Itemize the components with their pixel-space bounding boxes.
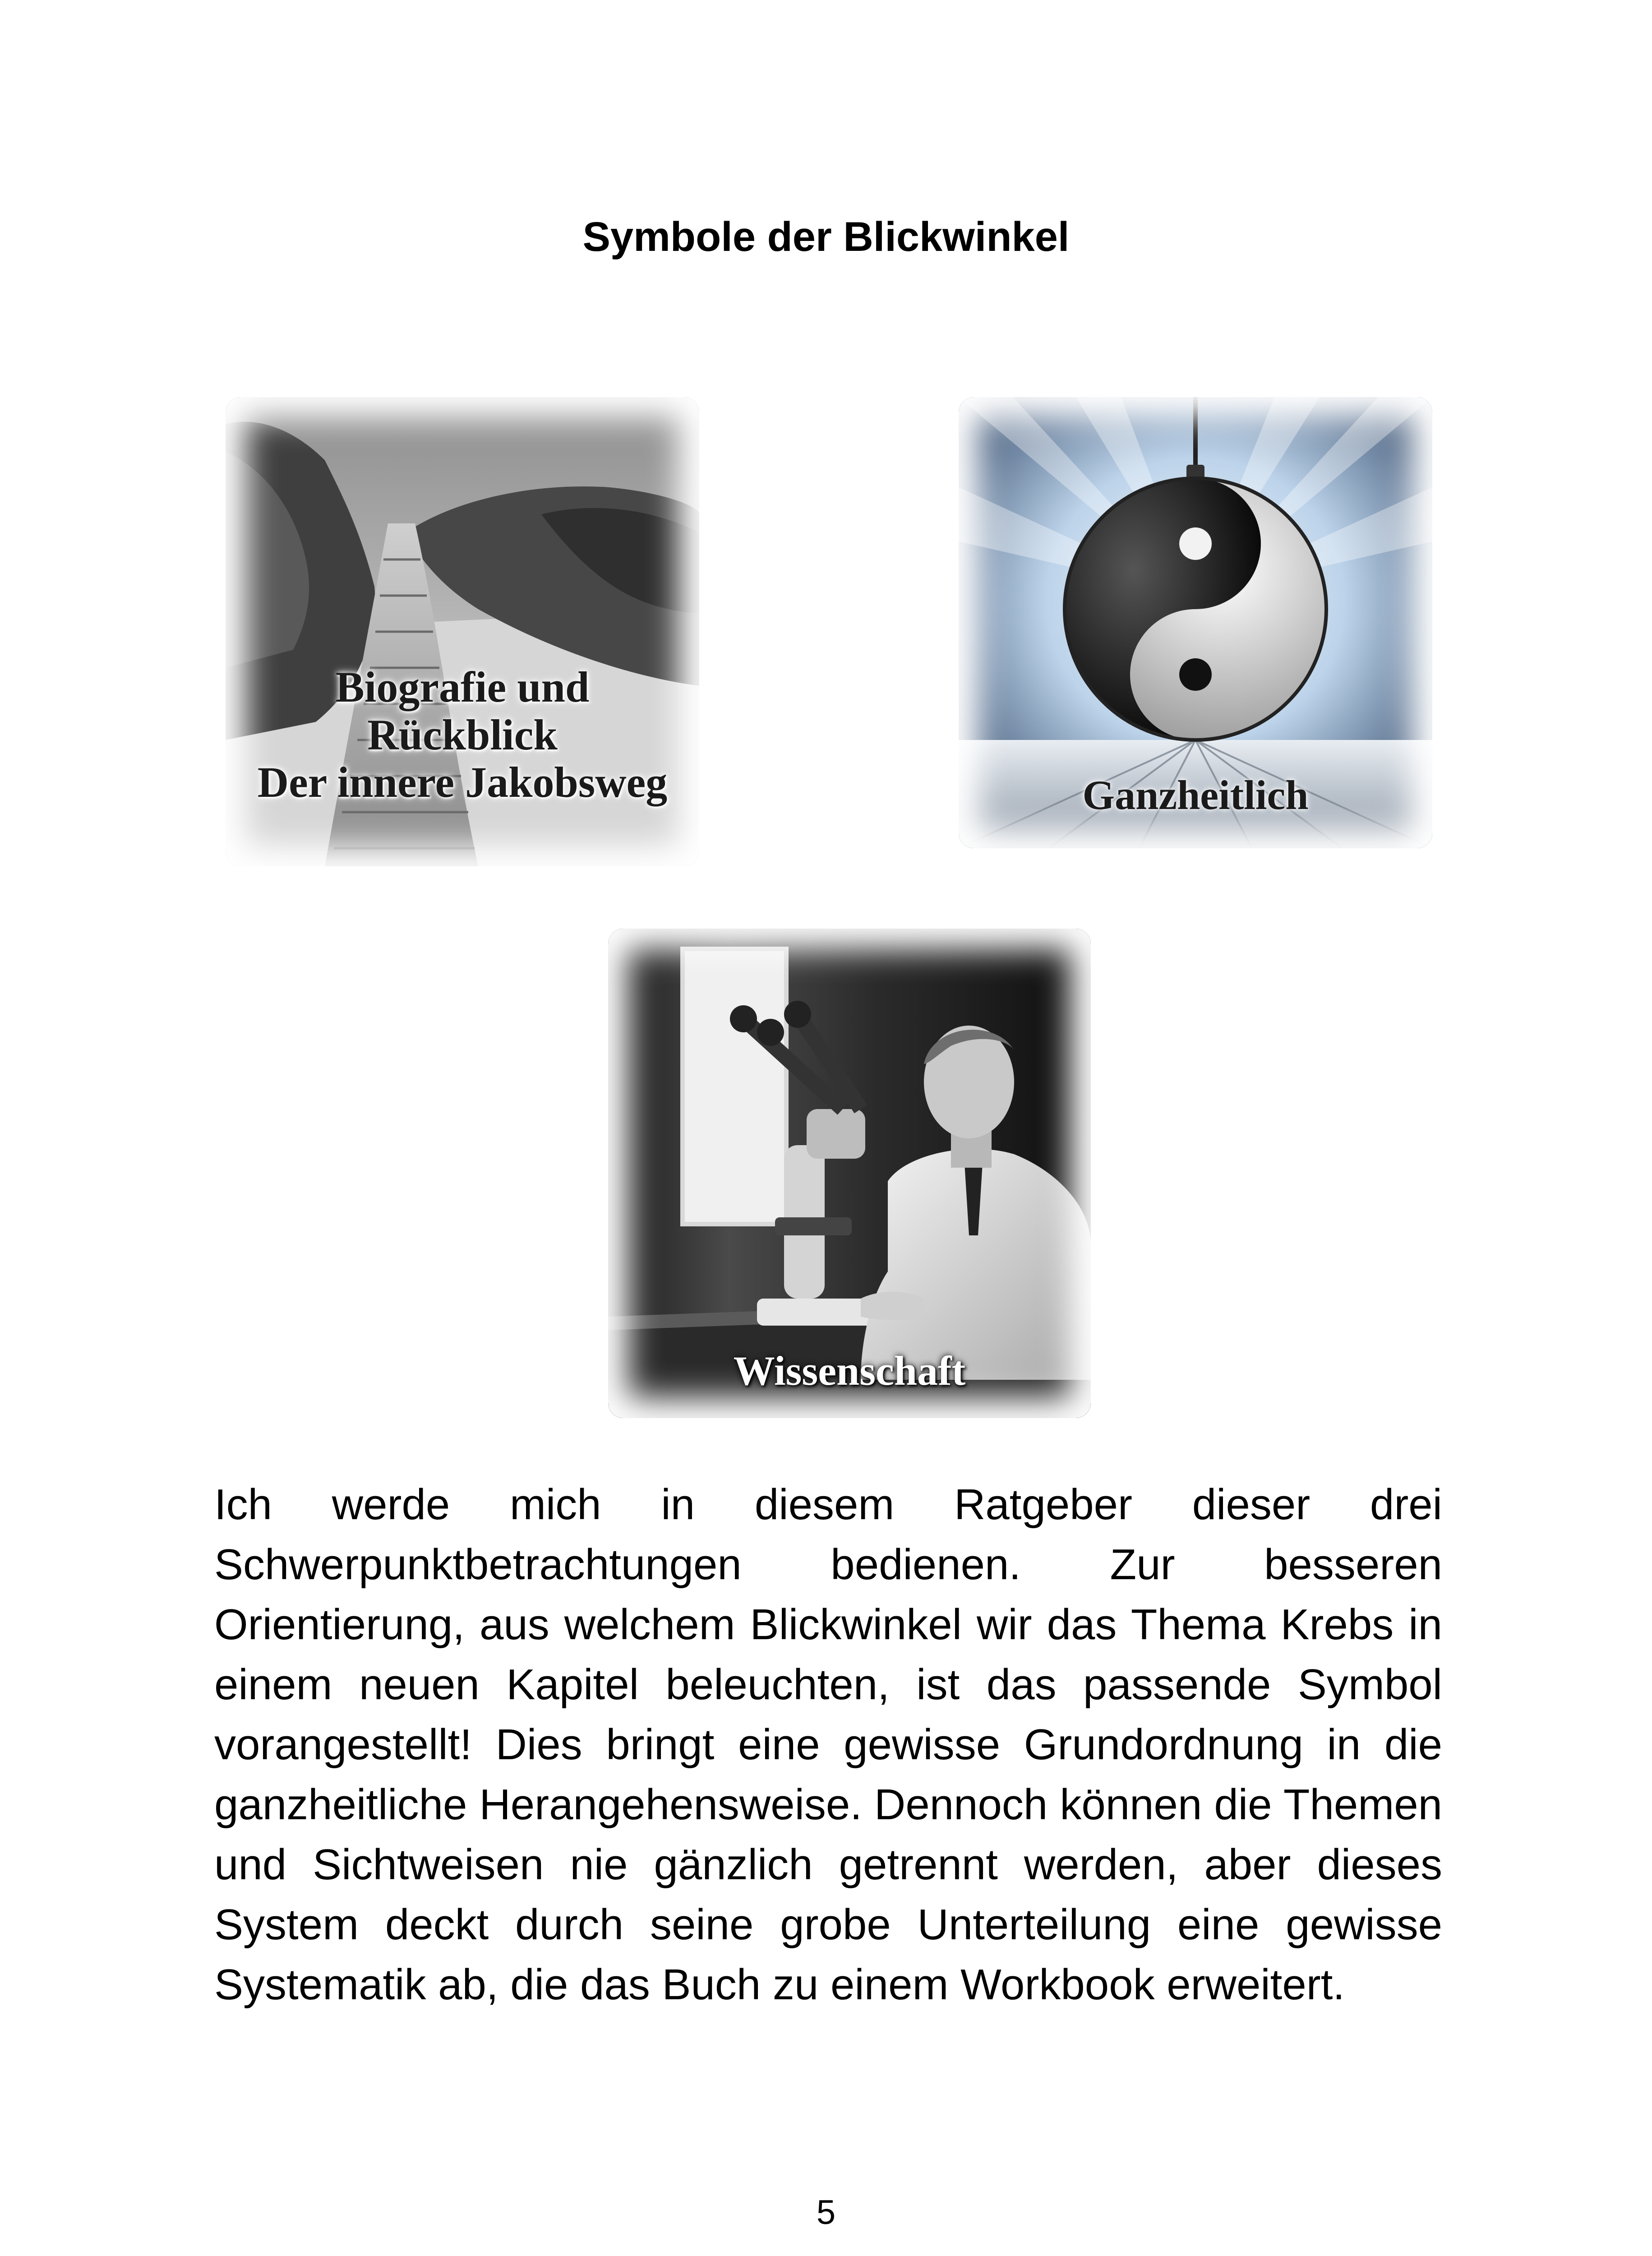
ganzheitlich-symbol-image (959, 397, 1432, 848)
ganzheitlich-caption: Ganzheitlich (1082, 772, 1309, 818)
caption-line: Rückblick (367, 710, 558, 759)
caption-line: Biografie und (335, 663, 590, 711)
biografie-caption (226, 663, 699, 806)
scientist-microscope-illustration (608, 929, 1091, 1418)
body-paragraph: Ich werde mich in diesem Ratgeber dieser drei Schwerpunktbetrachtungen bedienen. Zur besseren Orientierung, aus welchem Blickwinkel wir das Thema Krebs in einem neuen Kapitel beleuchten, ist das passende Symbol vorangestellt! Dies bringt eine gewisse Grundordnung in die ganzheitliche Herangehensweise. Dennoch können die Themen und Sichtweisen nie gänzlich getrennt werden, aber dieses System deckt durch seine grobe Unterteilung eine gewisse Systematik ab, die das Buch zu einem Workbook erweitert. (214, 1480, 1442, 2009)
biografie-symbol-image (226, 397, 699, 866)
page-number: 5 (816, 2193, 836, 2232)
wissenschaft-symbol-image (608, 929, 1091, 1418)
caption-line: Der innere Jakobsweg (257, 758, 668, 807)
wissenschaft-caption: Wissenschaft (733, 1348, 966, 1394)
page-title: Symbole der Blickwinkel (582, 214, 1070, 260)
